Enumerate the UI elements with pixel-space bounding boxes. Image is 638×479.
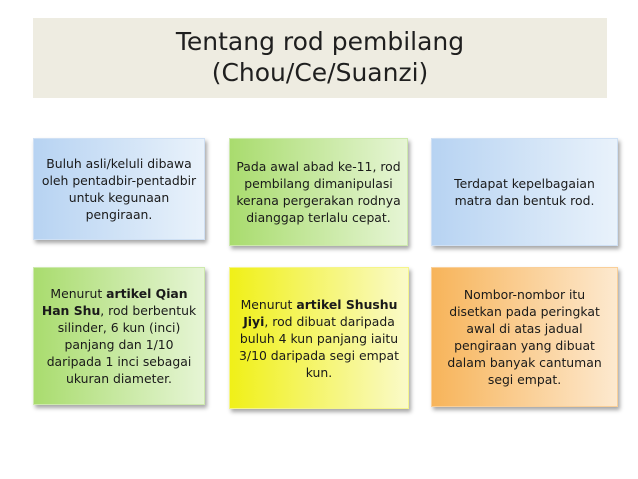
card-text: Buluh asli/keluli dibawa oleh pentadbir-pentadbir untuk kegunaan pengiraan. [41,156,197,222]
card-text: Terdapat kepelbagaian matra dan bentuk rod. [454,176,595,208]
card-text: Pada awal abad ke-11, rod pembilang dimanipulasi kerana pergerakan rodnya dianggap terlalu cepat. [236,159,401,225]
slide-title-line-1: Tentang rod pembilang [175,27,465,56]
slide-title [33,26,607,88]
card-text-bold: artikel Shushu Jiyi [243,296,398,329]
card-text [236,296,402,381]
card-text: Nombor-nombor itu disetkan pada peringkat awal di atas jadual pengiraan yang dibuat dalam banyak cantuman segi empat. [447,287,602,387]
card-text-bold: artikel Qian Han Shu [41,286,188,318]
card-text-pre: Menurut [240,296,297,312]
card-numbers-set [431,267,618,407]
card-11th-century [229,138,408,246]
slide-title-box [33,18,607,98]
card-rod-variety [431,138,618,246]
slide-title-line-2: (Chou/Ce/Suanzi) [211,58,429,87]
card-text-post: , rod dibuat daripada buluh 4 kun panjang iaitu 3/10 daripada segi empat kun. [239,313,399,380]
card-shushu-jiyi [229,267,409,409]
card-text-pre: Menurut [50,286,107,301]
card-text-post: , rod berbentuk silinder, 6 kun (inci) panjang dan 1/10 daripada 1 inci sebagai ukuran diameter. [46,303,197,386]
card-text [40,285,198,387]
card-bamboo-rods [33,138,205,240]
card-qian-han-shu [33,267,205,405]
